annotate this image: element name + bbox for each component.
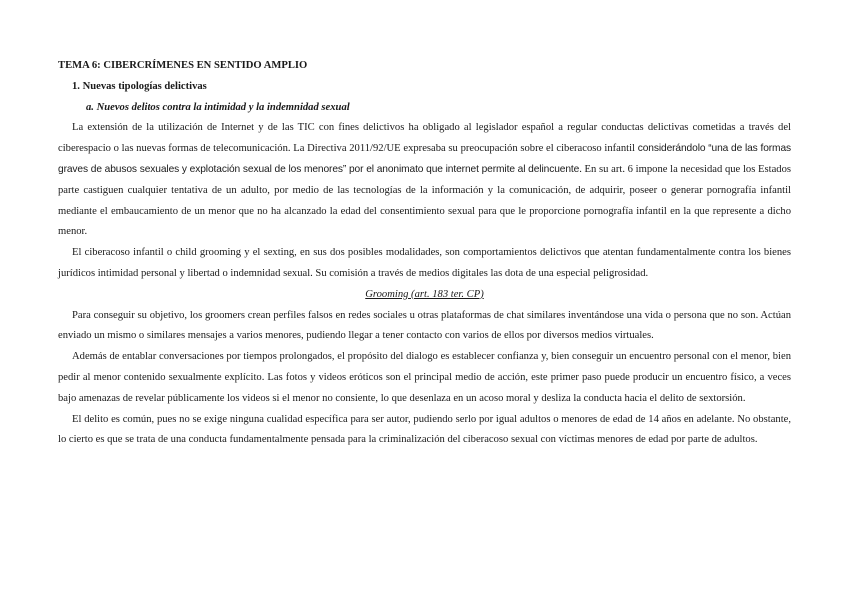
paragraph-5: El delito es común, pues no se exige ninguna cualidad específica para ser autor, pudiendo serlo por igual adultos o menores de edad de 14 años en adelante. No obstante, lo cierto es que se trata de una conducta fundamentalmente pensada para la criminalización del ciberacoso sexual con víctimas menores de edad por parte de adultos. [58,413,791,446]
paragraph-2: El ciberacoso infantil o child grooming y el sexting, en sus dos posibles modalidades, son comportamientos delictivos que atentan fundamentalmente contra los bienes jurídicos intimidad personal y libertad o indemnidad sexual. Su comisión a través de medios digitales las dota de una especial peligrosidad. [58,247,791,279]
paragraph-1-part-a: La extensión de la utilización de Internet y de las TIC con fines delictivos ha obligado al legislador español a regular conductas delictivas cometidas a través del ciberespacio o las nuevas formas de telecomunicación. La Directiva 2011/92/UE expresaba su preocupación sobre el ciberacoso infantil [58,122,791,155]
document-page [58,56,791,451]
subsection-heading: a. Nuevos delitos contra la intimidad y la indemnidad sexual [86,101,350,113]
document-title: TEMA 6: CIBERCRÍMENES EN SENTIDO AMPLIO [58,60,308,71]
paragraph-3: Para conseguir su objetivo, los groomers crean perfiles falsos en redes sociales u otras plataformas de chat similares inventándose una vida o persona que no son. Actúan enviado un mismo o similares mensajes a varios menores, pudiendo llegar a tener contacto con varios de ellos por diversos medios virtuales. [58,309,791,342]
grooming-subheading: Grooming (art. 183 ter. CP) [365,288,484,300]
paragraph-1 [58,118,791,243]
paragraph-1-quote: considerándolo “una de las formas graves de abusos sexuales y explotación sexual de los menores” por el anonimato que internet permite al delincuente [58,143,792,175]
paragraph-4: Además de entablar conversaciones por tiempos prolongados, el propósito del dialogo es establecer confianza y, bien conseguir un encuentro personal con el menor, bien pedir al menor contenido sexualmente explícito. Las fotos y videos eróticos son el principal medio de acción, este primer paso puede producir un encuentro físico, a veces bajo amenazas de revelar públicamente los videos si el menor no consiente, lo que desenlaza en un acoso moral y desliza la conducta hacia el delito de sextorsión. [58,351,791,404]
paragraph-1-part-c: . En su art. 6 impone la necesidad que los Estados parte castiguen cualquier tentativa de un adulto, por medio de las tecnologías de la información y la comunicación, de adquirir, poseer o generar pornografía infantil mediante el embaucamiento de un menor que no ha alcanzado la edad del consentimiento sexual para que le proporcione pornografía infantil en la que represente a dicho menor. [58,163,791,238]
section-heading: 1. Nuevas tipologías delictivas [72,80,207,92]
